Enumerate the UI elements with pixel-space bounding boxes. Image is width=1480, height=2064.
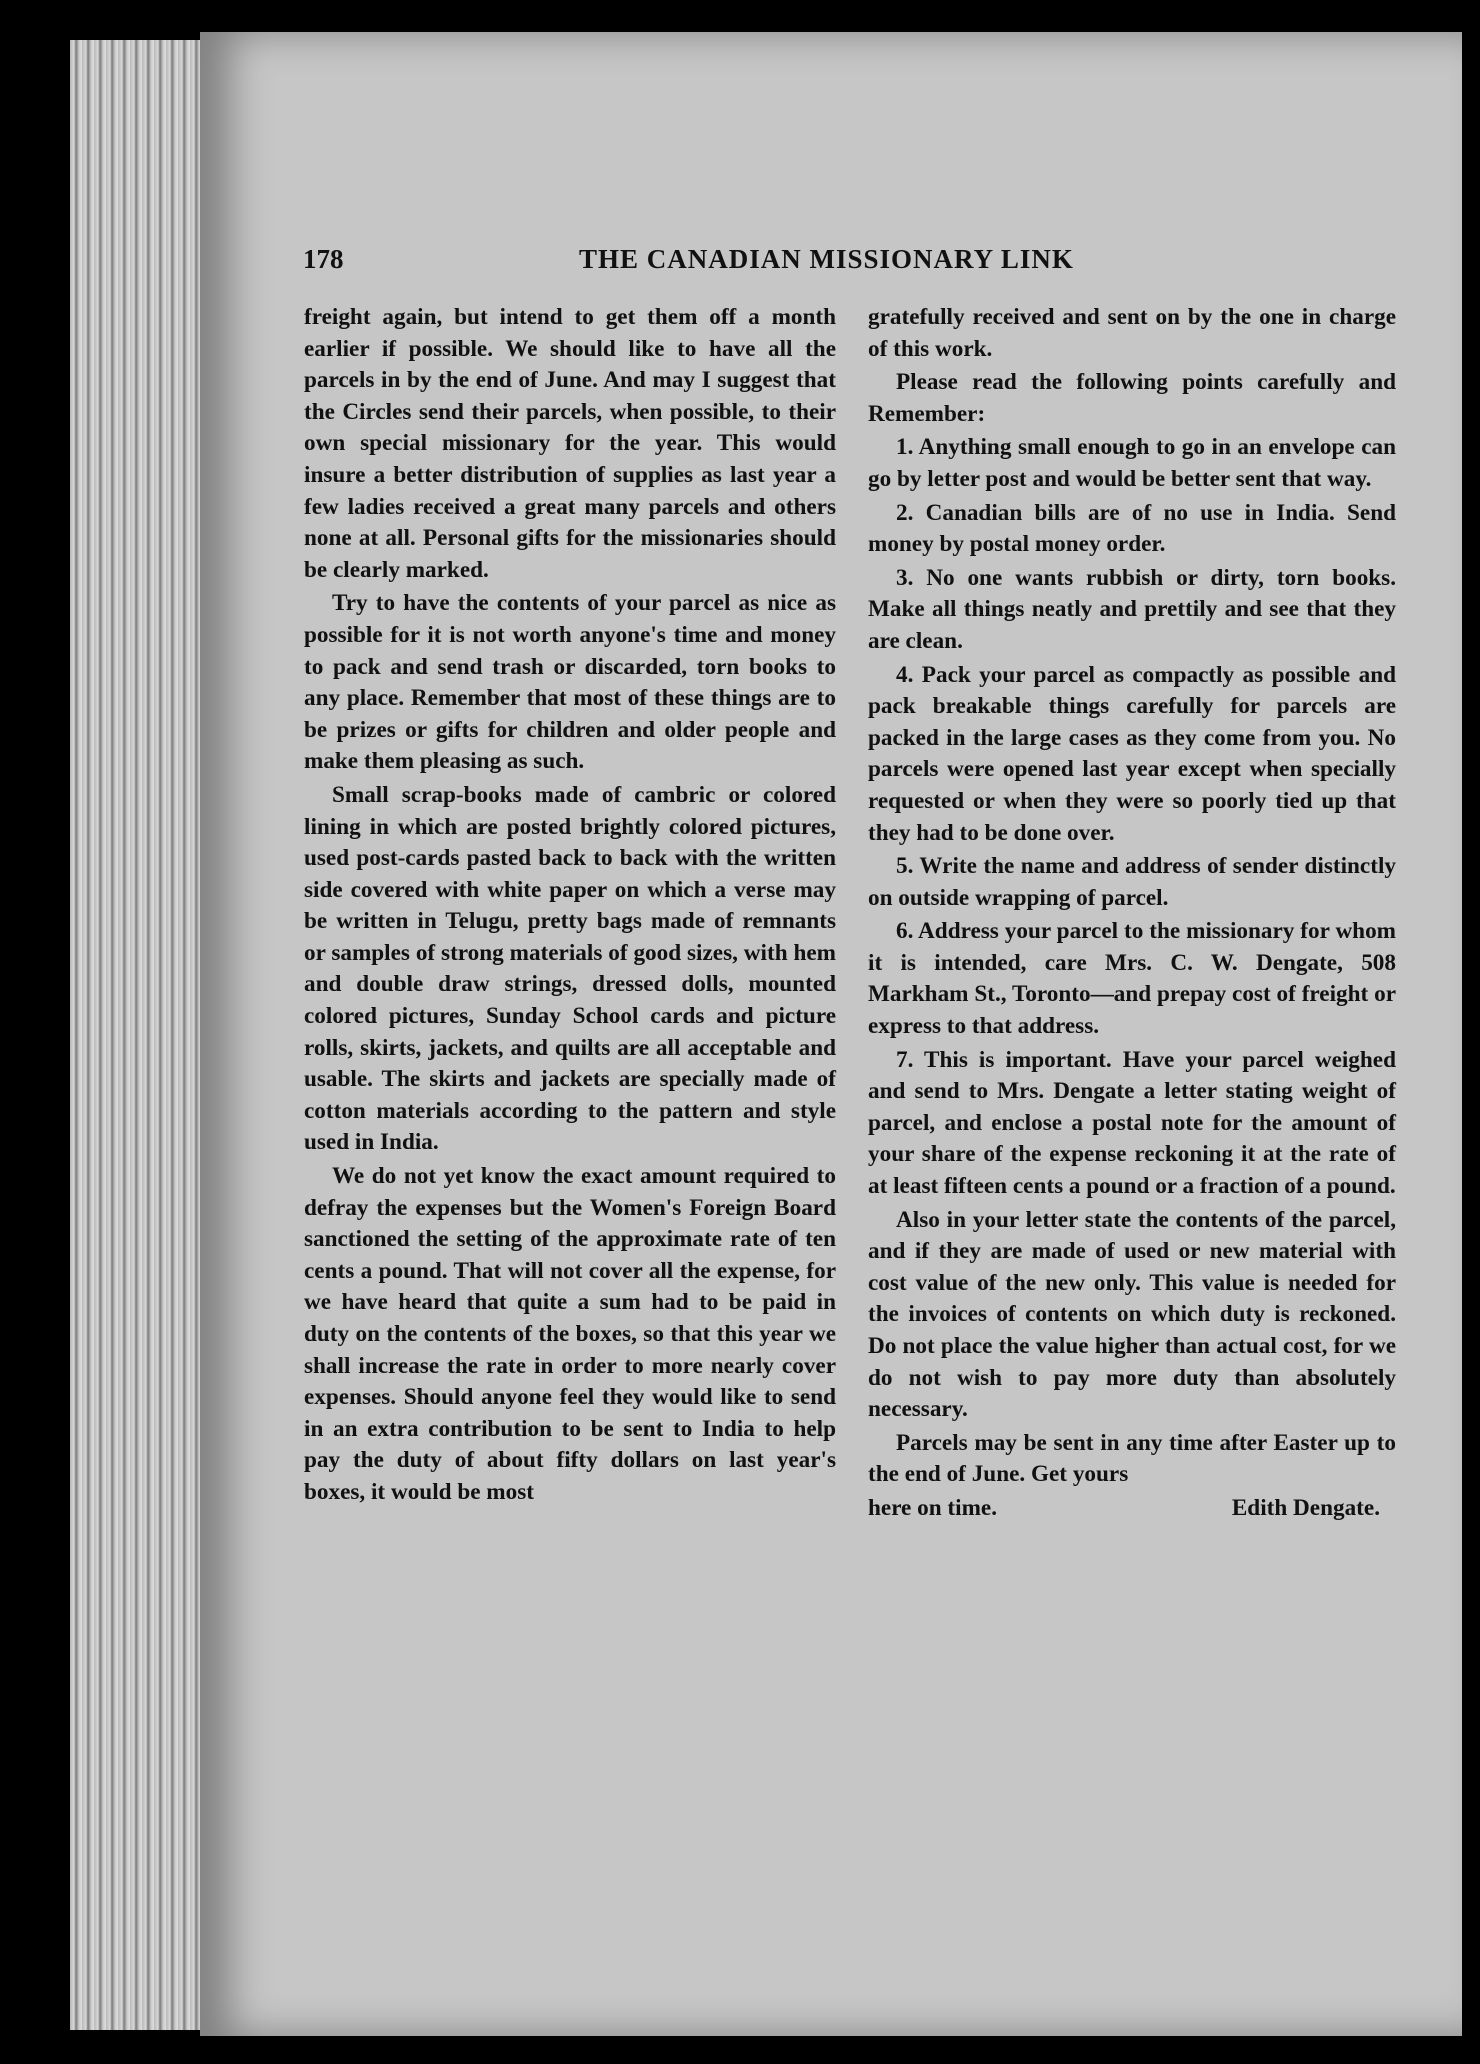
list-item: 7. This is important. Have your parcel weighed and send to Mrs. Dengate a letter stating weight of parcel, and enclose a postal note for the amount of your share of the expense reckoning it at the rate of at least fifteen cents a pound or a fraction of a pound.	[868, 1046, 1396, 1200]
signoff-line	[868, 1493, 1396, 1525]
list-item: 5. Write the name and address of sender distinctly on outside wrapping of parcel.	[868, 853, 1396, 911]
paragraph: We do not yet know the exact amount required to defray the expenses but the Women's Foreign Board sanctioned the setting of the approximate rate of ten cents a pound. That will not cover all the expense, for we have heard that quite a sum had to be paid in duty on the contents of the boxes, so that this year we shall increase the rate in order to more nearly cover expenses. Should anyone feel they would like to send in an extra contribution to be sent to India to help pay the duty of about fifty dollars on last year's boxes, it would be most	[304, 1163, 836, 1505]
right-column	[868, 302, 1396, 1525]
paragraph: Parcels may be sent in any time after Easter up to the end of June. Get yours	[868, 1429, 1396, 1488]
list-item: 6. Address your parcel to the missionary for whom it is intended, care Mrs. C. W. Dengate, 508 Markham St., Toronto—and prepay cost of freight or express to that address.	[868, 918, 1396, 1040]
page-number: 178	[303, 244, 344, 274]
closing-text: here on time.	[868, 1494, 998, 1521]
list-item: 1. Anything small enough to go in an envelope can go by letter post and would be better sent that way.	[868, 434, 1396, 492]
running-title: THE CANADIAN MISSIONARY LINK	[579, 244, 1074, 274]
page-header	[303, 244, 1373, 284]
list-item: 2. Canadian bills are of no use in India. Send money by postal money order.	[868, 499, 1396, 558]
paragraph: freight again, but intend to get them off a month earlier if possible. We should like to have all the parcels in by the end of June. And may I suggest that the Circles send their parcels, when possible, to their own special missionary for the year. This would insure a better distribution of supplies as last year a few ladies received a great many parcels and others none at all. Personal gifts for the missionaries should be clearly marked.	[304, 304, 836, 583]
paragraph: Small scrap-books made of cambric or colored lining in which are posted brightly colored pictures, used post-cards pasted back to back with the written side covered with white paper on which a verse may be written in Telugu, pretty bags made of remnants or samples of strong materials of good sizes, with hem and double draw strings, dressed dolls, mounted colored pictures, Sunday School cards and picture rolls, skirts, jackets, and quilts are all acceptable and usable. The skirts and jackets are specially made of cotton materials according to the pattern and style used in India.	[304, 781, 836, 1156]
list-item: 4. Pack your parcel as compactly as possible and pack breakable things carefully for parcels are packed in the large cases as they come from you. No parcels were opened last year except when specially requested or when they were so poorly tied up that they had to be done over.	[868, 661, 1396, 846]
paragraph: gratefully received and sent on by the one in charge of this work.	[868, 304, 1396, 362]
list-item: 3. No one wants rubbish or dirty, torn books. Make all things neatly and prettily and see that they are clean.	[868, 564, 1396, 654]
paragraph: Please read the following points carefully and Remember:	[868, 369, 1396, 427]
paragraph: Also in your letter state the contents of the parcel, and if they are made of used or new material with cost value of the new only. This value is needed for the invoices of contents on which duty is reckoned. Do not place the value higher than actual cost, for we do not wish to pay more duty than absolutely necessary.	[868, 1206, 1396, 1423]
left-column	[304, 302, 836, 1511]
page-stack-edges	[70, 40, 210, 2030]
paragraph: Try to have the contents of your parcel as nice as possible for it is not worth anyone's time and money to pack and send trash or discarded, torn books to any place. Remember that most of these things are to be prizes or gifts for children and older people and make them pleasing as such.	[304, 590, 836, 775]
signature: Edith Dengate.	[1231, 1494, 1380, 1521]
